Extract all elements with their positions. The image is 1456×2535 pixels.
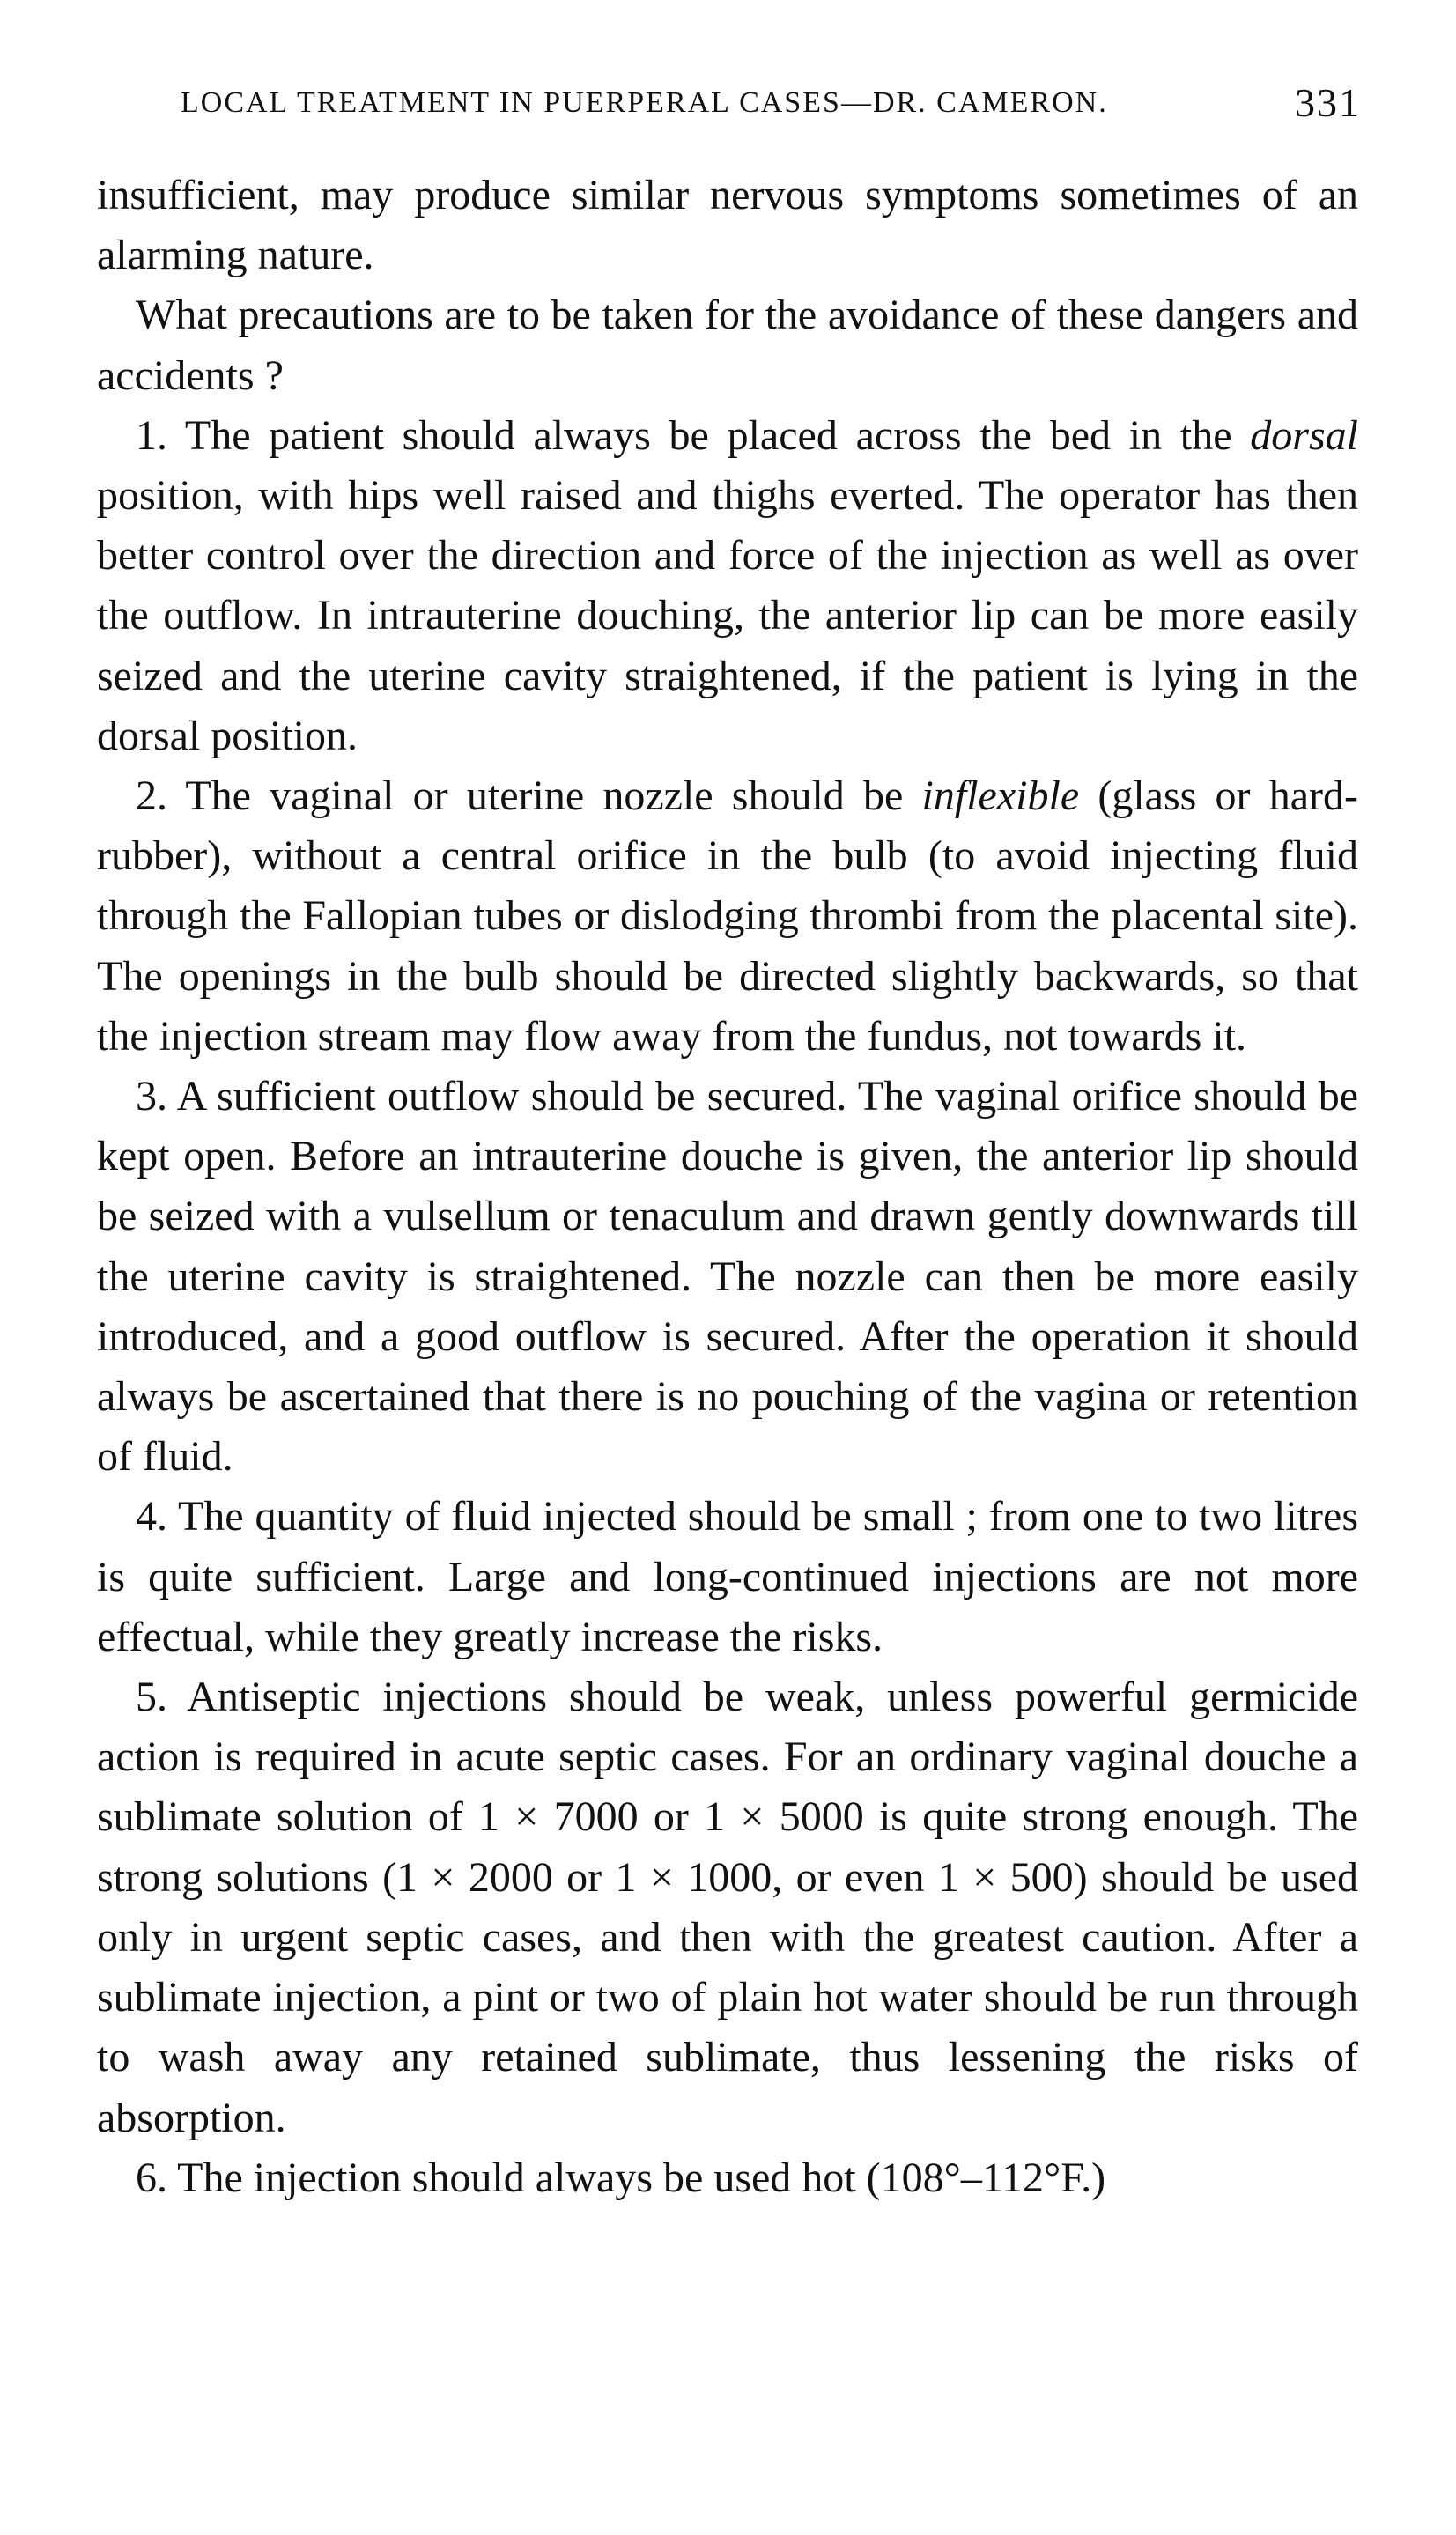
body-text — [97, 166, 1358, 2208]
list-item-6 — [97, 2148, 1358, 2208]
item-number: 6. — [136, 2154, 167, 2201]
running-title: LOCAL TREATMENT IN PUERPERAL CASES—DR. CAMERON. — [181, 86, 1108, 119]
item-emphasis: dorsal — [1250, 411, 1358, 459]
list-item-1 — [97, 406, 1358, 766]
item-text: Antiseptic injections should be weak, unless powerful germicide action is required in acute septic cases. For an ordinary vaginal douche a sublimate solution of 1 × 7000 or 1 × 5000 is quite strong enough. The strong solutions (1 × 2000 or 1 × 1000, or even 1 × 500) should be used only in urgent septic cases, and then with the greatest caution. After a sublimate injection, a pint or two of plain hot water should be run through to wash away any retained sublimate, thus lessening the risks of absorption. — [97, 1674, 1358, 2141]
item-text: position, with hips well raised and thighs everted. The operator has then better control over the direction and force of the injection as well as over the outflow. In intrauterine douching, the anterior lip can be more easily seized and the uterine cavity straightened, if the patient is lying in the dorsal position. — [97, 472, 1358, 759]
page-number: 331 — [1295, 80, 1361, 125]
paragraph-continuation: insufficient, may produce similar nervous symptoms sometimes of an alarming nature. — [97, 172, 1358, 279]
paragraph-question: What precautions are to be taken for the avoidance of these dangers and accidents ? — [97, 292, 1358, 399]
item-number: 3. — [136, 1073, 167, 1120]
item-text: The vaginal or uterine nozzle should be — [167, 772, 922, 820]
list-item-2 — [97, 766, 1358, 1067]
list-item-3 — [97, 1067, 1358, 1487]
item-number: 2. — [136, 772, 167, 820]
list-item-4 — [97, 1487, 1358, 1667]
item-text: The patient should always be placed across the bed in the — [167, 411, 1251, 459]
item-emphasis: inflexible — [921, 772, 1080, 820]
item-number: 4. — [136, 1493, 167, 1541]
item-number: 1. — [136, 411, 167, 459]
item-number: 5. — [136, 1674, 167, 1721]
item-text: (glass or hard-rubber), without a central orifice in the bulb (to avoid injecting fluid through the Fallopian tubes or dislodging thrombi from the placental site). The openings in the bulb should be directed slightly backwards, so that the injection stream may flow away from the fundus, not towards it. — [97, 772, 1358, 1060]
item-text: The quantity of fluid injected should be small ; from one to two litres is quite sufficient. Large and long-continued injections are not more effectual, while they greatly increase the risks. — [97, 1493, 1358, 1660]
running-head — [181, 78, 1361, 130]
item-text: The injection should always be used hot (108°–112°F.) — [167, 2154, 1106, 2201]
list-item-5 — [97, 1667, 1358, 2148]
item-text: A sufficient outflow should be secured. The vaginal orifice should be kept open. Before an intrauterine douche is given, the anterior lip should be seized with a vulsellum or tenaculum and drawn gently downwards till the uterine cavity is straightened. The nozzle can then be more easily introduced, and a good outflow is secured. After the operation it should always be ascertained that there is no pouching of the vagina or retention of fluid. — [97, 1073, 1358, 1481]
